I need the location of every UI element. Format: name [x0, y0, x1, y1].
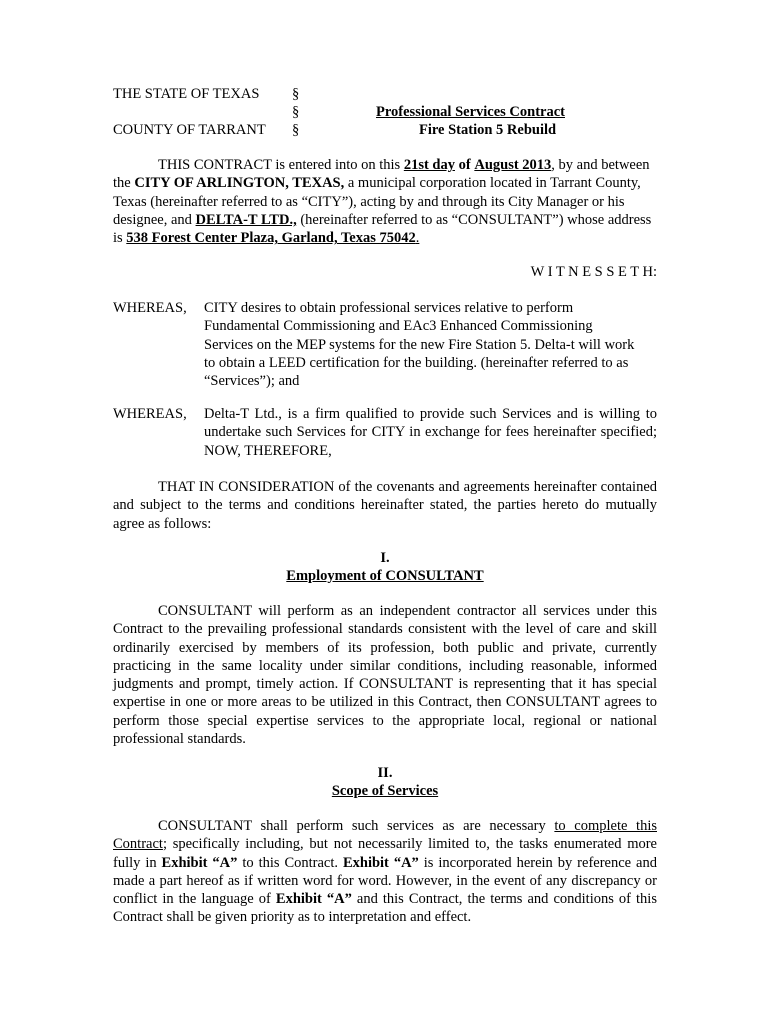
section-mark: § [292, 104, 300, 120]
consideration-paragraph: THAT IN CONSIDERATION of the covenants and agreements hereinafter contained and subject to the terms and conditions hereinafter stated, the parties hereto do mutually agree as follows: [113, 479, 657, 532]
witnesseth-heading: W I T N E S S E T H: [530, 264, 657, 280]
section-2-body: CONSULTANT shall perform such services as are necessary to complete this Contract; specifically including, but not necessarily limited to, the tasks enumerated more fully in Exhibit “A” to this Contract. Exhibit “A” is incorporated herein by reference and made a part hereof as if written word for word. However, in the event of any discrepancy or conflict in the language of Exhibit “A” and this Contract, the terms and conditions of this Contract shall be given priority as to interpretation and effect. [113, 818, 657, 926]
whereas-label: WHEREAS, [113, 300, 187, 316]
exhibit-ref: Exhibit “A” [161, 854, 238, 871]
section-1-title: Employment of CONSULTANT [286, 568, 484, 584]
section-mark: § [292, 122, 300, 138]
whereas-label: WHEREAS, [113, 406, 187, 422]
exhibit-ref: Exhibit “A” [275, 891, 352, 908]
county-label: COUNTY OF TARRANT [113, 122, 266, 138]
contract-subtitle: Fire Station 5 Rebuild [419, 122, 557, 138]
state-label: THE STATE OF TEXAS [113, 86, 260, 102]
section-1-body: CONSULTANT will perform as an independent contractor all services under this Contract to the prevailing professional standards consistent with the level of care and skill ordinarily exercised by members of its profession, both public and private, currently practicing in the same locality under similar conditions, including reasonable, informed judgments and prompt, timely action. If CONSULTANT is representing that it has special expertise in one or more areas to be utilized in this Contract, then CONSULTANT agrees to perform those special expertise services to the appropriate local, regional or national professional standards. [113, 603, 657, 748]
section-2-number: II. [377, 765, 393, 781]
exhibit-ref: Exhibit “A” [342, 854, 419, 871]
section-mark: § [292, 86, 300, 102]
section-1-number: I. [380, 550, 390, 566]
intro-paragraph: THIS CONTRACT is entered into on this 21st day of August 2013, by and between the CITY OF ARLINGTON, TEXAS, a municipal corporation located in Tarrant County, Texas (hereinafter referred to as “CITY”), acting by and through its City Manager or his designee, and DELTA-T LTD., (hereinafter referred to as “CONSULTANT”) whose address is 538 Forest Center Plaza, Garland, Texas 75042. [113, 157, 652, 247]
contract-day: 21st day [403, 157, 455, 173]
city-name: CITY OF ARLINGTON, TEXAS, [134, 175, 345, 192]
consultant-name: DELTA-T LTD., [195, 211, 297, 228]
section-1-title-wrap [113, 567, 657, 585]
section-2-title-wrap [113, 782, 657, 800]
contract-title: Professional Services Contract [376, 104, 565, 120]
section-2-title: Scope of Services [331, 783, 439, 799]
consultant-address: 538 Forest Center Plaza, Garland, Texas 75042 [126, 230, 416, 247]
whereas-clause-1: CITY desires to obtain professional services relative to perform Fundamental Commissioning and EAc3 Enhanced Commissioning Services on the MEP systems for the new Fire Station 5. Delta-t will work to obtain a LEED certification for the building. (hereinafter referred to as “Services”); and [204, 300, 635, 390]
underlined-phrase: to complete this Contract [113, 818, 657, 853]
whereas-clause-2: Delta-T Ltd., is a firm qualified to provide such Services and is willing to undertake such Services for CITY in exchange for fees hereinafter specified; NOW, THEREFORE, [204, 406, 657, 459]
contract-month-year: August 2013 [474, 157, 552, 173]
